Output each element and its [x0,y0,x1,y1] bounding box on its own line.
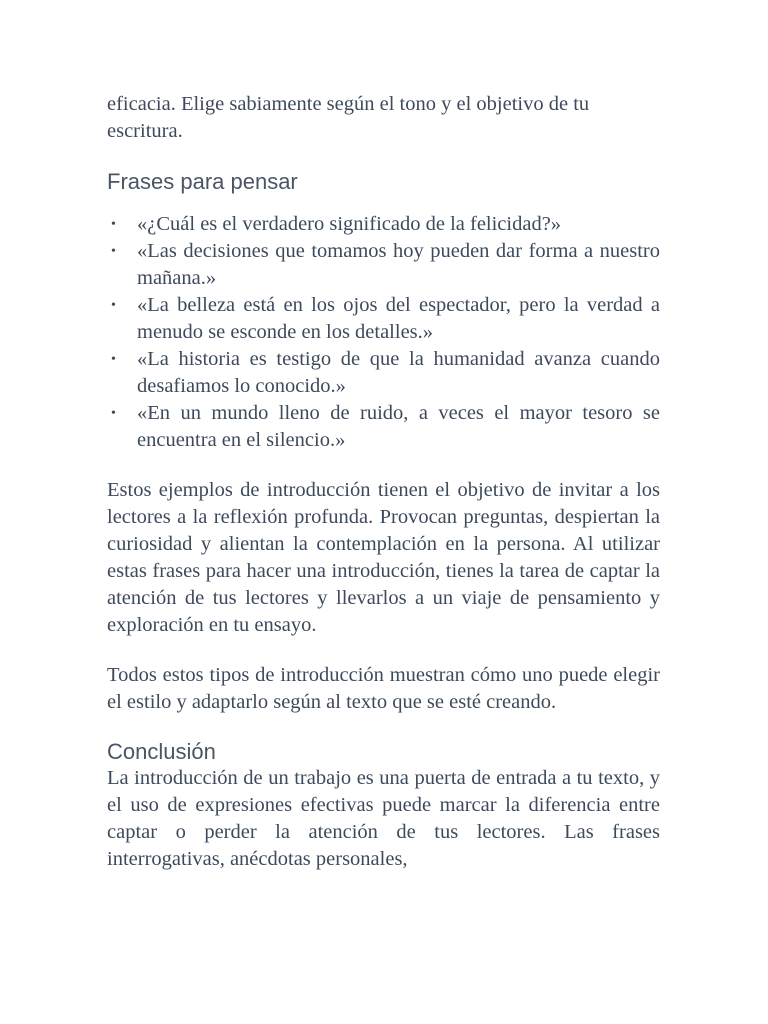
section-heading-frases: Frases para pensar [107,169,298,194]
body-paragraph: Estos ejemplos de introducción tienen el objetivo de invitar a los lectores a la reflexión profunda. Provocan preguntas, despiertan la curiosidad y alientan la contemplación en la persona. Al utilizar estas frases para hacer una introducción, tienes la tarea de captar la atención de tus lectores y llevarlos a un viaje de pensamiento y exploración en tu ensayo. [107,479,660,636]
body-paragraph: Todos estos tipos de introducción muestran cómo uno puede elegir el estilo y adaptarlo según al texto que se esté creando. [107,664,660,713]
quote-list [107,211,660,454]
list-item [107,238,660,292]
bullet-icon: • [111,352,116,367]
bullet-icon: • [111,298,116,313]
section-heading-conclusion: Conclusión [107,739,216,764]
intro-paragraph: eficacia. Elige sabiamente según el tono y el objetivo de tu escritura. [107,93,590,142]
list-item [107,211,660,238]
conclusion-paragraph: La introducción de un trabajo es una puerta de entrada a tu texto, y el uso de expresiones efectivas puede marcar la diferencia entre captar o perder la atención de tus lectores. Las frases interrogativas, anécdotas personales, [107,767,660,870]
list-item [107,292,660,346]
quote-text: «La historia es testigo de que la humanidad avanza cuando desafiamos lo conocido.» [137,348,660,397]
list-item [107,400,660,454]
quote-text: «¿Cuál es el verdadero significado de la felicidad?» [137,213,562,235]
quote-text: «La belleza está en los ojos del espectador, pero la verdad a menudo se esconde en los detalles.» [137,294,660,343]
bullet-icon: • [111,406,116,421]
list-item [107,346,660,400]
quote-text: «En un mundo lleno de ruido, a veces el mayor tesoro se encuentra en el silencio.» [137,402,660,451]
document-page [107,91,660,873]
quote-text: «Las decisiones que tomamos hoy pueden dar forma a nuestro mañana.» [137,240,660,289]
bullet-icon: • [111,217,116,232]
bullet-icon: • [111,244,116,259]
